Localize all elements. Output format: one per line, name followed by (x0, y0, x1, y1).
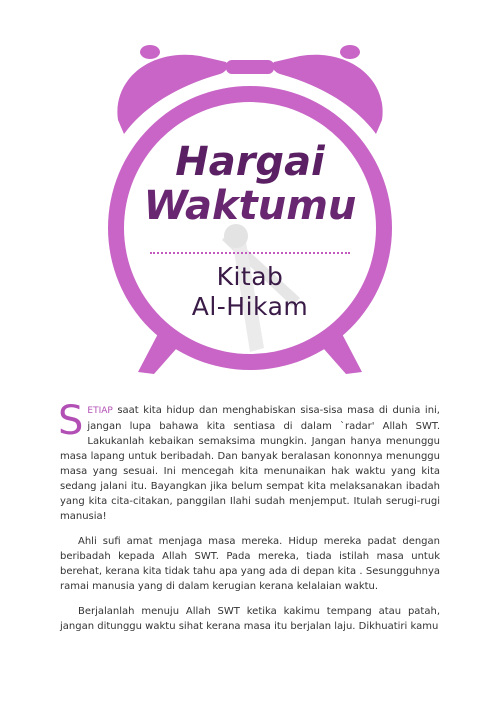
subtitle-line-2: Al-Hikam (191, 292, 309, 321)
paragraph-1 (58, 398, 440, 524)
lead-word: ETIAP (87, 406, 113, 416)
paragraph-1-text: saat kita hidup dan menghabiskan sisa-sisa masa di dunia ini, jangan lupa bahawa kita sentiasa di dalam `radar' Allah SWT. Lakukanlah kebaikan semaksima mungkin. Jangan hanya menunggu masa lapang untuk beribadah. Dan banyak beralasan kononnya menunggu masa yang sesuai. Ini mencegah kita menunaikan hak waktu yang kita sedang jalani itu. Bayangkan jika belum sempat kita melaksanakan ibadah yang kita cita-citakan, panggilan Ilahi sudah menjemput. Itulah serugi-rugi manusia! (60, 405, 440, 522)
subtitle-block (150, 262, 350, 322)
paragraph-3: Berjalanlah menuju Allah SWT ketika kakimu tempang atau patah, jangan ditunggu waktu sihat kerana masa itu berjalan laju. Dikhuatiri kamu (60, 606, 440, 632)
right-bell-knob (340, 45, 360, 59)
drop-cap: S (58, 398, 84, 444)
title-block (120, 140, 380, 228)
article-body (58, 398, 440, 644)
title-line-2: Waktumu (143, 183, 357, 229)
top-handle (226, 60, 274, 74)
subtitle-line-1: Kitab (216, 262, 284, 291)
left-bell-knob (140, 45, 160, 59)
dotted-divider (150, 252, 350, 254)
paragraph-2: Ahli sufi amat menjaga masa mereka. Hidup mereka padat dengan beribadah kepada Allah SWT. Pada mereka, tiada istilah masa untuk berehat, kerana kita tidak tahu apa yang ada di depan kita . Sesungguhnya ramai manusia yang di dalam kerugian kerana kelalaian waktu. (60, 536, 440, 592)
title-line-1: Hargai (175, 139, 325, 185)
